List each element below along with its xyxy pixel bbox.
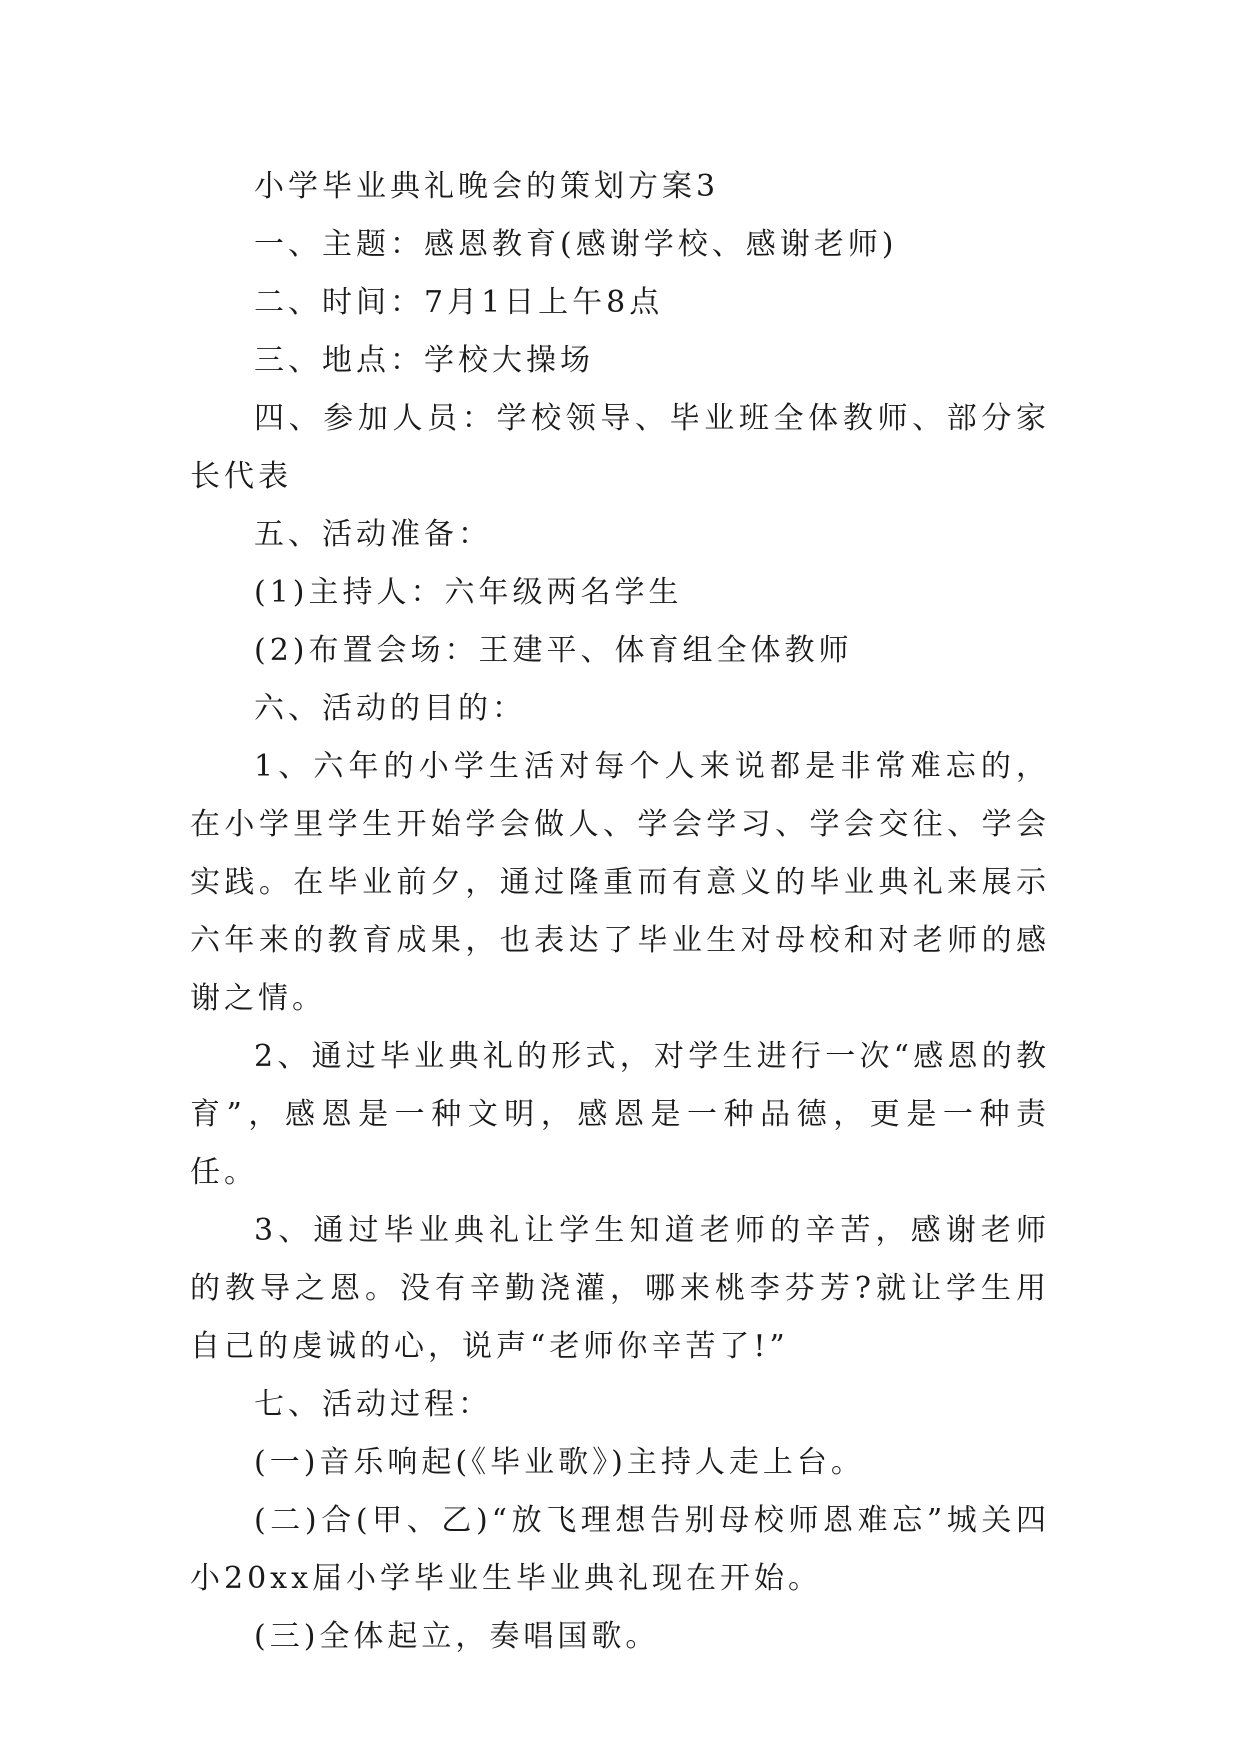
paragraph-participants: 四、参加人员：学校领导、毕业班全体教师、部分家长代表 <box>190 401 1050 494</box>
paragraph-host: (1)主持人：六年级两名学生 <box>254 575 683 610</box>
paragraph-process-3: (三)全体起立，奏唱国歌。 <box>254 1619 660 1654</box>
paragraph-process-heading: 七、活动过程： <box>254 1387 492 1422</box>
paragraph-purpose-1: 1、六年的小学生活对每个人来说都是非常难忘的，在小学里学生开始学会做人、学会学习、学会交往、学会实践。在毕业前夕，通过隆重而有意义的毕业典礼来展示六年来的教育成果，也表达了毕业生对母校和对老师的感谢之情。 <box>190 749 1050 1016</box>
paragraph-purpose-heading: 六、活动的目的： <box>254 691 526 726</box>
paragraph-process-1: (一)音乐响起(《毕业歌》)主持人走上台。 <box>254 1445 865 1480</box>
paragraph-theme: 一、主题：感恩教育(感谢学校、感谢老师) <box>254 227 898 262</box>
paragraph-location: 三、地点：学校大操场 <box>254 343 594 378</box>
paragraph-process-2: (二)合(甲、乙)“放飞理想告别母校师恩难忘”城关四小20xx届小学毕业生毕业典礼现在开始。 <box>190 1503 1050 1596</box>
paragraph-preparation: 五、活动准备： <box>254 517 492 552</box>
paragraph-venue: (2)布置会场：王建平、体育组全体教师 <box>254 633 853 668</box>
paragraph-time: 二、时间：7月1日上午8点 <box>254 285 664 320</box>
document-body <box>190 158 1050 1666</box>
paragraph-purpose-2: 2、通过毕业典礼的形式，对学生进行一次“感恩的教育”，感恩是一种文明，感恩是一种品德，更是一种责任。 <box>190 1039 1050 1190</box>
document-title: 小学毕业典礼晚会的策划方案3 <box>254 169 720 204</box>
paragraph-purpose-3: 3、通过毕业典礼让学生知道老师的辛苦，感谢老师的教导之恩。没有辛勤浇灌，哪来桃李芬芳?就让学生用自己的虔诚的心，说声“老师你辛苦了!” <box>190 1213 1050 1364</box>
